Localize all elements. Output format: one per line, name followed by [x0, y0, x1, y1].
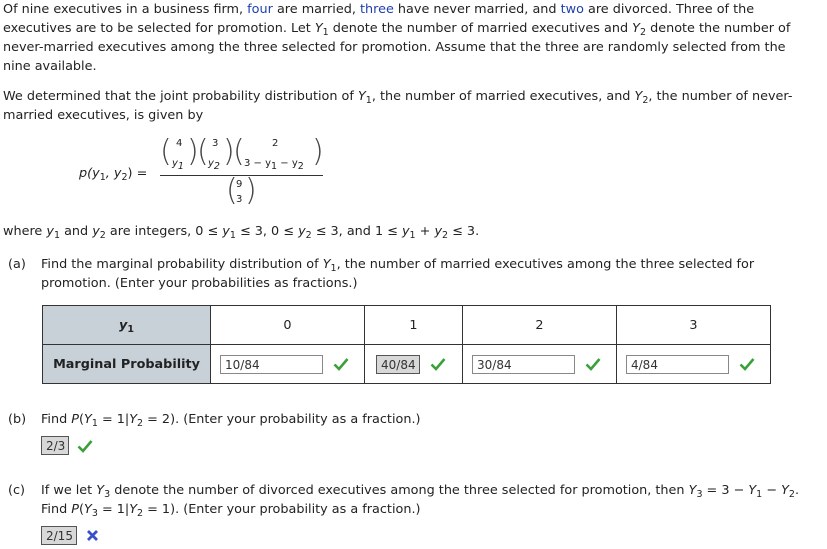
correct-check-icon [430, 357, 446, 371]
answer-input[interactable]: 4/84 [626, 355, 729, 374]
part-b-answer-input[interactable]: 2/3 [41, 436, 69, 455]
joint-line-2: married executives, is given by [3, 108, 204, 123]
intro-line-2: executives are to be selected for promotion. Let $Y_1$ denote the number of married executives and $Y_2$ denote the number of [3, 21, 791, 38]
correct-check-icon [585, 357, 601, 371]
marginal-distribution-table [42, 305, 771, 384]
row-label: Marginal Probability [43, 345, 211, 384]
part-b-label: (b) [8, 412, 27, 427]
part-c-answer [41, 526, 99, 545]
part-b-answer [41, 436, 93, 455]
table-row [43, 345, 771, 384]
joint-line-1: We determined that the joint probability distribution of $Y_1$, the number of married executives, and $Y_2$, the number of never- [3, 89, 793, 106]
formula-lhs: $p(y_1$, $y_2$) = [79, 166, 148, 183]
part-c-answer-input[interactable]: 2/15 [41, 526, 77, 545]
intro-line-1: Of nine executives in a business firm, four are married, three have never married, and two are divorced. Three of the [3, 2, 755, 17]
incorrect-x-icon [86, 529, 99, 542]
intro-line-4: nine available. [3, 59, 97, 74]
answer-cell [463, 345, 617, 384]
column-header: 3 [617, 306, 771, 345]
column-header: 2 [463, 306, 617, 345]
column-header: 0 [211, 306, 365, 345]
never-married-count: three [360, 2, 394, 17]
answer-input[interactable]: 10/84 [220, 355, 323, 374]
divorced-count: two [560, 2, 584, 17]
correct-check-icon [739, 357, 755, 371]
column-header: 1 [365, 306, 463, 345]
header-y1: $y_1$ [43, 306, 211, 345]
answer-input[interactable]: 30/84 [472, 355, 575, 374]
table-header-row [43, 306, 771, 345]
part-a-question: Find the marginal probability distribution of $Y_1$, the number of married executives among the three selected for promotion. (Enter your probabilities as fractions.) [41, 257, 755, 291]
constraint-line: where $y_1$ and $y_2$ are integers, $0 \le y_1 \le 3$, $0 \le y_2 \le 3$, and $1 \le y_1 + y_2 \le 3$. [3, 224, 480, 241]
joint-paragraph [3, 87, 821, 125]
answer-cell [617, 345, 771, 384]
intro-paragraph [3, 0, 821, 76]
answer-cell [211, 345, 365, 384]
part-c-label: (c) [8, 483, 26, 498]
answer-cell [365, 345, 463, 384]
correct-check-icon [77, 439, 93, 453]
part-b-question: Find $P(Y_1 = 1|Y_2 = 2)$. (Enter your probability as a fraction.) [41, 412, 421, 429]
answer-input[interactable]: 40/84 [376, 355, 420, 374]
married-count: four [247, 2, 273, 17]
part-c-question: If we let $Y_3$ denote the number of divorced executives among the three selected for promotion, then $Y_3 = 3 - Y_1 - Y_2$. Find $P(Y_3 = 1|Y_2 = 1)$. (Enter your probability as a fraction.) [41, 483, 800, 519]
fraction-bar [160, 175, 323, 176]
correct-check-icon [333, 357, 349, 371]
intro-line-3: never-married executives among the three selected for promotion. Assume that the three are randomly selected from the [3, 40, 786, 55]
part-a-label: (a) [8, 257, 26, 272]
